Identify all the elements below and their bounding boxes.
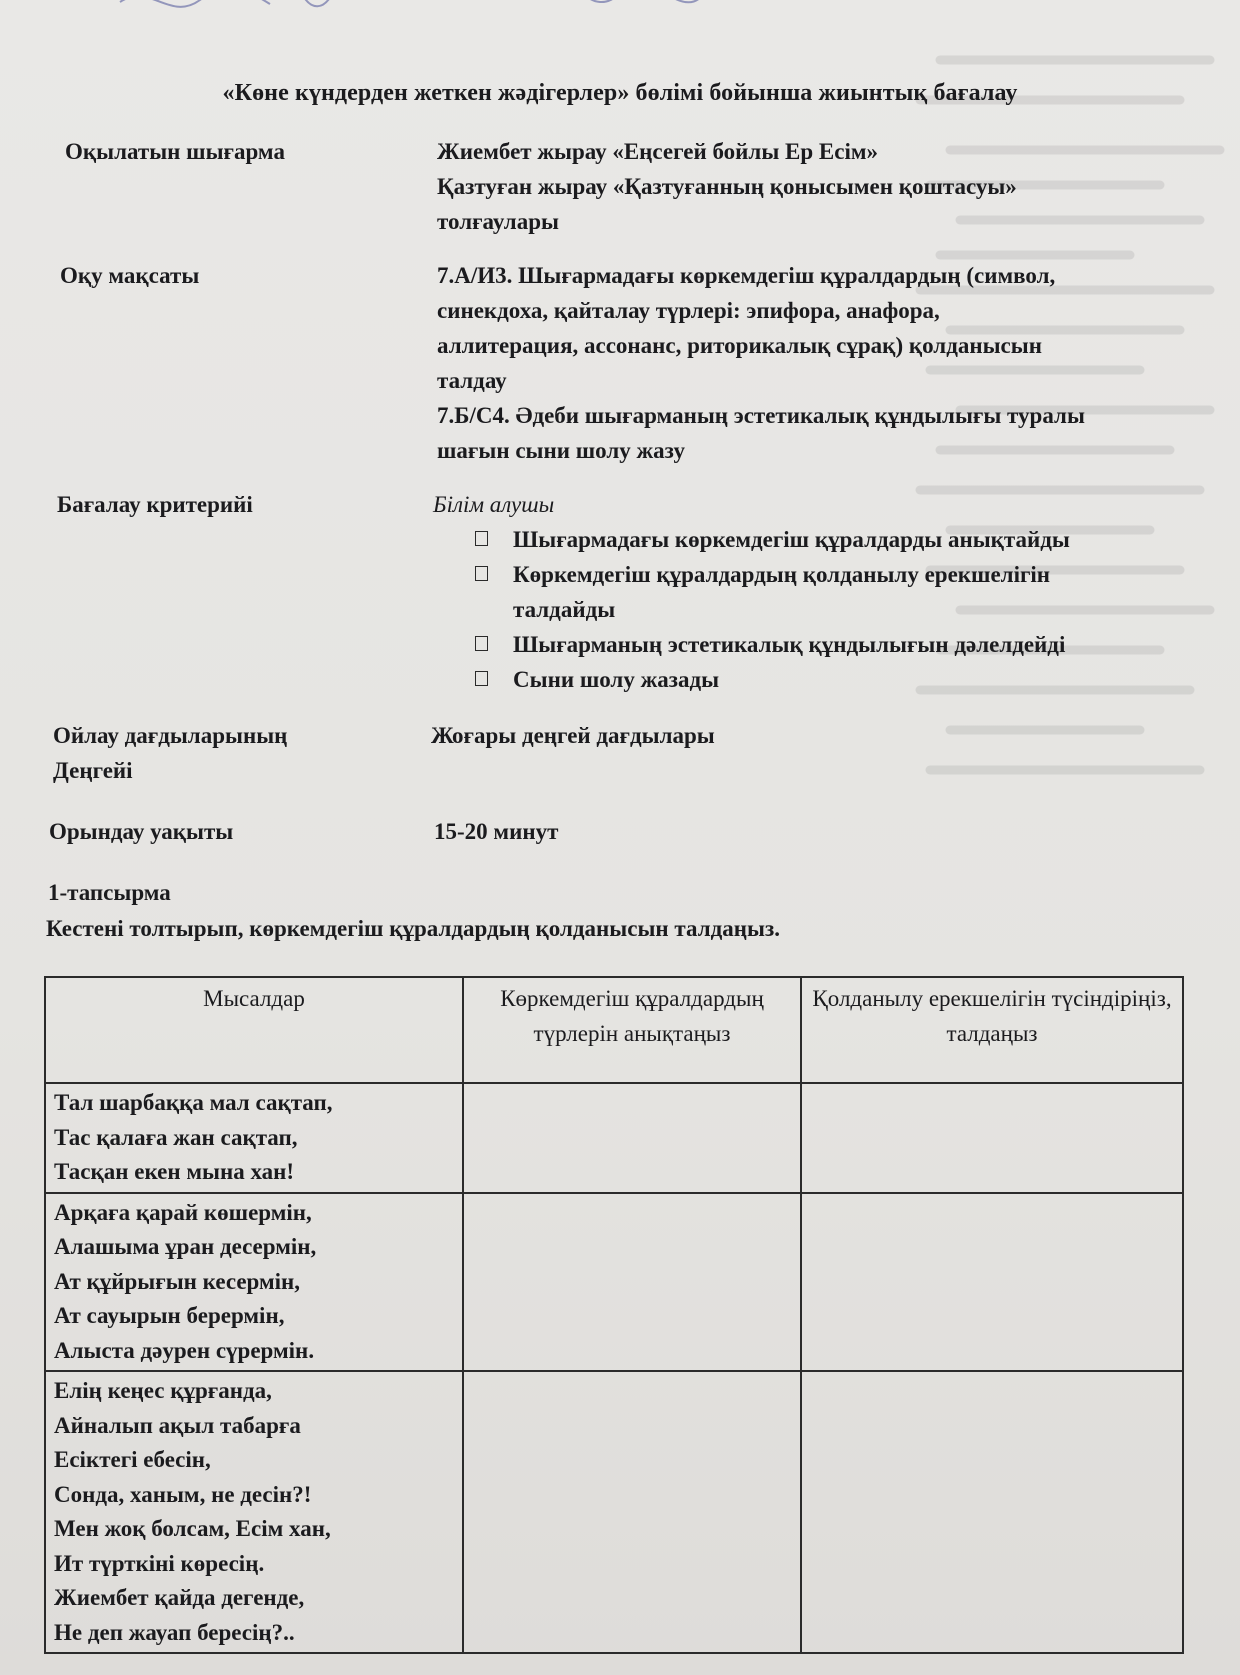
example-line: Мен жоқ болсам, Есім хан,	[54, 1516, 331, 1541]
example-line: Тасқан екен мына хан!	[54, 1159, 295, 1184]
example-line: Алыста дәурен сүрермін.	[54, 1337, 315, 1363]
example-line: Есіктегі ебесін,	[54, 1447, 211, 1472]
criteria-subject: Білім алушы	[433, 492, 555, 517]
task-instruction: Кестені толтырып, көркемдегіш құралдардың қолданысын талдаңыз.	[46, 916, 780, 941]
example-line: Тас қалаға жан сақтап,	[54, 1124, 298, 1150]
example-line: Жиембет қайда дегенде,	[54, 1585, 305, 1610]
info-goal-line: шағын сыни шолу жазу	[437, 438, 685, 463]
criteria-label: Бағалау критерийі	[57, 492, 253, 517]
table-row	[45, 1193, 1183, 1372]
table-header-row	[45, 977, 1183, 1083]
checkbox-icon[interactable]	[475, 636, 488, 651]
example-line: Алашыма ұран десермін,	[54, 1234, 317, 1259]
criteria-item	[433, 627, 1203, 662]
info-value-goal	[437, 258, 1207, 468]
example-line: Ит түрткіні көресің.	[54, 1550, 265, 1576]
example-cell	[45, 1083, 463, 1193]
time-value-text: 15-20 минут	[434, 819, 559, 844]
analysis-answer-cell[interactable]	[801, 1371, 1183, 1653]
criteria-item-text: Шығармадағы көркемдегіш құралдарды анықтайды	[513, 527, 1070, 552]
criteria-item	[433, 557, 1203, 627]
checkbox-icon[interactable]	[475, 566, 488, 581]
table-row	[45, 1371, 1183, 1653]
device-type-answer-cell[interactable]	[463, 1193, 801, 1372]
checkbox-icon[interactable]	[475, 671, 488, 686]
example-cell	[45, 1193, 463, 1372]
example-line: Ат құйрығын кесермін,	[54, 1268, 301, 1294]
thinking-value-text: Жоғары деңгей дағдылары	[431, 723, 715, 748]
table-header-analysis: Қолданылу ерекшелігін түсіндіріңіз, талдаңыз	[801, 977, 1183, 1083]
example-cell	[45, 1371, 463, 1653]
info-goal-line: аллитерация, ассонанс, риторикалық сұрақ) қолданысын	[437, 333, 1042, 358]
thinking-label	[53, 718, 413, 788]
info-reading-line: Қазтуған жырау «Қазтуғанның қонысымен қоштасуы»	[437, 174, 1017, 199]
table-header-device-types: Көркемдегіш құралдардың түрлерін анықтаңыз	[463, 977, 801, 1083]
criteria-item	[433, 662, 1203, 697]
info-goal-line: 7.А/И3. Шығармадағы көркемдегіш құралдардың (символ,	[437, 263, 1056, 288]
info-reading-line: Жиембет жырау «Еңсегей бойлы Ер Есім»	[437, 139, 879, 164]
time-value	[434, 814, 1204, 849]
info-label-reading: Оқылатын шығарма	[65, 139, 285, 164]
example-line: Елің кеңес құрғанда,	[54, 1378, 272, 1403]
criteria-item-text: Сыни шолу жазады	[513, 667, 720, 692]
criteria-item-text: Көркемдегіш құралдардың қолданылу ерекшелігін талдайды	[513, 562, 1051, 622]
info-goal-line: талдау	[437, 368, 507, 393]
task-title: 1-тапсырма	[48, 880, 171, 905]
criteria-list	[433, 522, 1203, 697]
info-reading-line: толғаулары	[437, 209, 559, 234]
handwriting-scribble	[110, 0, 790, 22]
example-line: Арқаға қарай көшермін,	[54, 1199, 312, 1225]
example-line: Айналып ақыл табарға	[54, 1412, 301, 1438]
device-type-answer-cell[interactable]	[463, 1371, 801, 1653]
example-line: Не деп жауап бересің?..	[54, 1619, 295, 1645]
example-line: Сонда, ханым, не десін?!	[54, 1481, 312, 1507]
device-type-answer-cell[interactable]	[463, 1083, 801, 1193]
time-label: Орындау уақыты	[49, 819, 234, 844]
checkbox-icon[interactable]	[475, 531, 488, 546]
info-goal-line: 7.Б/С4. Әдеби шығарманың эстетикалық құндылығы туралы	[437, 403, 1085, 428]
criteria-item	[433, 522, 1203, 557]
analysis-answer-cell[interactable]	[801, 1083, 1183, 1193]
criteria-value	[433, 487, 1203, 697]
table-header-examples: Мысалдар	[45, 977, 463, 1083]
info-goal-line: синекдоха, қайталау түрлері: эпифора, анафора,	[437, 298, 940, 323]
thinking-label-line2: Деңгейі	[53, 758, 133, 783]
example-line: Ат сауырын берермін,	[54, 1303, 285, 1328]
criteria-item-text: Шығарманың эстетикалық құндылығын дәлелдейді	[513, 632, 1066, 657]
thinking-label-line1: Ойлау дағдыларының	[53, 723, 288, 748]
document-title: «Көне күндерден жеткен жәдігерлер» бөлімі бойынша жиынтық бағалау	[222, 80, 1018, 106]
example-line: Тал шарбаққа мал сақтап,	[54, 1090, 333, 1115]
info-value-reading	[437, 134, 1207, 239]
info-label-goal: Оқу мақсаты	[60, 263, 200, 288]
table-row	[45, 1083, 1183, 1193]
answer-table	[44, 976, 1184, 1654]
thinking-value	[431, 718, 1201, 753]
analysis-answer-cell[interactable]	[801, 1193, 1183, 1372]
